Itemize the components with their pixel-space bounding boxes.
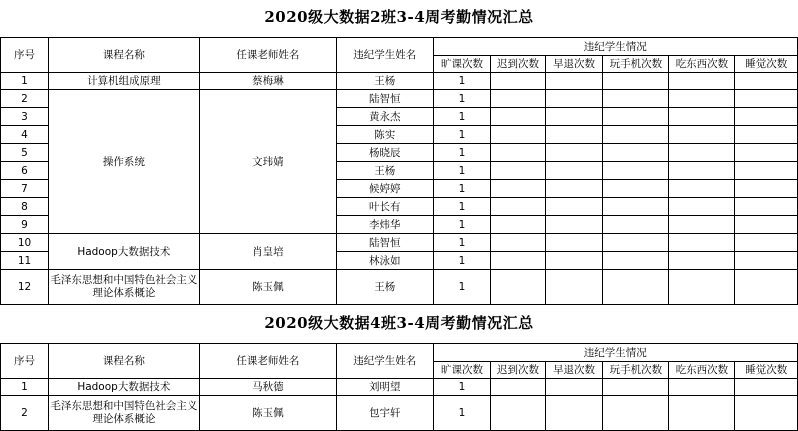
empty-count-cell bbox=[545, 90, 603, 108]
empty-count-cell bbox=[735, 73, 798, 90]
absent-cell: 1 bbox=[433, 270, 491, 305]
absent-cell: 1 bbox=[433, 108, 491, 126]
seq-cell: 12 bbox=[1, 270, 49, 305]
empty-count-cell bbox=[603, 252, 669, 270]
header-teacher: 任课老师姓名 bbox=[199, 344, 336, 379]
empty-count-cell bbox=[491, 73, 545, 90]
seq-cell: 1 bbox=[1, 379, 49, 396]
absent-cell: 1 bbox=[433, 90, 491, 108]
table-row bbox=[1, 73, 798, 90]
student-cell: 陆智恒 bbox=[337, 90, 434, 108]
student-cell: 陆智恒 bbox=[337, 234, 434, 252]
absent-cell: 1 bbox=[433, 379, 491, 396]
header-course: 课程名称 bbox=[49, 344, 200, 379]
class2-attendance-table bbox=[0, 37, 798, 305]
empty-count-cell bbox=[491, 234, 545, 252]
course-cell: 毛泽东思想和中国特色社会主义理论体系概论 bbox=[49, 270, 200, 305]
teacher-cell: 陈玉佩 bbox=[199, 396, 336, 431]
student-cell: 林泳如 bbox=[337, 252, 434, 270]
seq-cell: 2 bbox=[1, 396, 49, 431]
student-cell: 叶长有 bbox=[337, 198, 434, 216]
empty-count-cell bbox=[603, 162, 669, 180]
empty-count-cell bbox=[545, 126, 603, 144]
header-seq: 序号 bbox=[1, 38, 49, 73]
student-cell: 王杨 bbox=[337, 270, 434, 305]
seq-cell: 7 bbox=[1, 180, 49, 198]
empty-count-cell bbox=[669, 180, 735, 198]
seq-cell: 9 bbox=[1, 216, 49, 234]
empty-count-cell bbox=[545, 234, 603, 252]
empty-count-cell bbox=[735, 162, 798, 180]
empty-count-cell bbox=[735, 180, 798, 198]
student-cell: 候婷婷 bbox=[337, 180, 434, 198]
seq-cell: 10 bbox=[1, 234, 49, 252]
course-cell: 计算机组成原理 bbox=[49, 73, 200, 90]
teacher-cell: 肖皇培 bbox=[199, 234, 336, 270]
header-student: 违纪学生姓名 bbox=[337, 344, 434, 379]
header-eating-count: 吃东西次数 bbox=[669, 362, 735, 379]
table-header-row bbox=[1, 344, 798, 362]
seq-cell: 4 bbox=[1, 126, 49, 144]
empty-count-cell bbox=[603, 379, 669, 396]
class4-title: 2020级大数据4班3-4周考勤情况汇总 bbox=[264, 314, 534, 332]
header-phone-count: 玩手机次数 bbox=[603, 362, 669, 379]
table-row bbox=[1, 379, 798, 396]
table-row bbox=[1, 90, 798, 108]
empty-count-cell bbox=[545, 180, 603, 198]
course-cell: Hadoop大数据技术 bbox=[49, 379, 200, 396]
empty-count-cell bbox=[545, 198, 603, 216]
empty-count-cell bbox=[735, 396, 798, 431]
header-sleeping-count: 睡觉次数 bbox=[735, 362, 798, 379]
empty-count-cell bbox=[545, 73, 603, 90]
empty-count-cell bbox=[545, 108, 603, 126]
class4-attendance-table bbox=[0, 343, 798, 431]
empty-count-cell bbox=[545, 162, 603, 180]
header-early-leave-count: 早退次数 bbox=[545, 56, 603, 73]
empty-count-cell bbox=[669, 73, 735, 90]
table-row bbox=[1, 396, 798, 431]
header-violation-group: 违纪学生情况 bbox=[433, 344, 797, 362]
empty-count-cell bbox=[491, 162, 545, 180]
header-late-count: 迟到次数 bbox=[491, 56, 545, 73]
seq-cell: 1 bbox=[1, 73, 49, 90]
empty-count-cell bbox=[669, 108, 735, 126]
course-cell: 操作系统 bbox=[49, 90, 200, 234]
seq-cell: 6 bbox=[1, 162, 49, 180]
seq-cell: 8 bbox=[1, 198, 49, 216]
empty-count-cell bbox=[669, 396, 735, 431]
empty-count-cell bbox=[735, 90, 798, 108]
header-absent-count: 旷课次数 bbox=[433, 56, 491, 73]
seq-cell: 2 bbox=[1, 90, 49, 108]
empty-count-cell bbox=[491, 90, 545, 108]
table-row bbox=[1, 270, 798, 305]
empty-count-cell bbox=[491, 144, 545, 162]
empty-count-cell bbox=[603, 270, 669, 305]
header-student: 违纪学生姓名 bbox=[337, 38, 434, 73]
empty-count-cell bbox=[603, 73, 669, 90]
absent-cell: 1 bbox=[433, 73, 491, 90]
empty-count-cell bbox=[603, 396, 669, 431]
empty-count-cell bbox=[669, 216, 735, 234]
header-teacher: 任课老师姓名 bbox=[199, 38, 336, 73]
empty-count-cell bbox=[603, 234, 669, 252]
header-early-leave-count: 早退次数 bbox=[545, 362, 603, 379]
empty-count-cell bbox=[545, 270, 603, 305]
empty-count-cell bbox=[735, 252, 798, 270]
header-violation-group: 违纪学生情况 bbox=[433, 38, 797, 56]
empty-count-cell bbox=[603, 180, 669, 198]
empty-count-cell bbox=[545, 216, 603, 234]
empty-count-cell bbox=[603, 198, 669, 216]
teacher-cell: 蔡梅琳 bbox=[199, 73, 336, 90]
empty-count-cell bbox=[669, 126, 735, 144]
empty-count-cell bbox=[491, 379, 545, 396]
absent-cell: 1 bbox=[433, 396, 491, 431]
absent-cell: 1 bbox=[433, 180, 491, 198]
absent-cell: 1 bbox=[433, 198, 491, 216]
empty-count-cell bbox=[545, 252, 603, 270]
empty-count-cell bbox=[735, 234, 798, 252]
header-seq: 序号 bbox=[1, 344, 49, 379]
absent-cell: 1 bbox=[433, 144, 491, 162]
empty-count-cell bbox=[491, 108, 545, 126]
empty-count-cell bbox=[603, 216, 669, 234]
student-cell: 李炜华 bbox=[337, 216, 434, 234]
table-header-row bbox=[1, 38, 798, 56]
student-cell: 杨晓辰 bbox=[337, 144, 434, 162]
empty-count-cell bbox=[545, 144, 603, 162]
empty-count-cell bbox=[491, 252, 545, 270]
empty-count-cell bbox=[491, 270, 545, 305]
empty-count-cell bbox=[669, 252, 735, 270]
empty-count-cell bbox=[669, 198, 735, 216]
empty-count-cell bbox=[669, 162, 735, 180]
absent-cell: 1 bbox=[433, 252, 491, 270]
empty-count-cell bbox=[735, 198, 798, 216]
empty-count-cell bbox=[491, 396, 545, 431]
empty-count-cell bbox=[491, 198, 545, 216]
teacher-cell: 文玮婧 bbox=[199, 90, 336, 234]
empty-count-cell bbox=[735, 270, 798, 305]
empty-count-cell bbox=[603, 126, 669, 144]
empty-count-cell bbox=[669, 144, 735, 162]
empty-count-cell bbox=[491, 180, 545, 198]
empty-count-cell bbox=[669, 379, 735, 396]
student-cell: 王杨 bbox=[337, 73, 434, 90]
student-cell: 包宇轩 bbox=[337, 396, 434, 431]
header-eating-count: 吃东西次数 bbox=[669, 56, 735, 73]
header-sleeping-count: 睡觉次数 bbox=[735, 56, 798, 73]
absent-cell: 1 bbox=[433, 162, 491, 180]
seq-cell: 5 bbox=[1, 144, 49, 162]
empty-count-cell bbox=[545, 396, 603, 431]
empty-count-cell bbox=[603, 108, 669, 126]
empty-count-cell bbox=[669, 270, 735, 305]
empty-count-cell bbox=[669, 90, 735, 108]
student-cell: 陈实 bbox=[337, 126, 434, 144]
empty-count-cell bbox=[491, 216, 545, 234]
header-phone-count: 玩手机次数 bbox=[603, 56, 669, 73]
header-absent-count: 旷课次数 bbox=[433, 362, 491, 379]
empty-count-cell bbox=[669, 234, 735, 252]
seq-cell: 11 bbox=[1, 252, 49, 270]
empty-count-cell bbox=[735, 108, 798, 126]
student-cell: 刘明望 bbox=[337, 379, 434, 396]
empty-count-cell bbox=[603, 90, 669, 108]
header-course: 课程名称 bbox=[49, 38, 200, 73]
empty-count-cell bbox=[735, 126, 798, 144]
empty-count-cell bbox=[735, 379, 798, 396]
seq-cell: 3 bbox=[1, 108, 49, 126]
empty-count-cell bbox=[545, 379, 603, 396]
table-row bbox=[1, 234, 798, 252]
course-cell: Hadoop大数据技术 bbox=[49, 234, 200, 270]
class2-title: 2020级大数据2班3-4周考勤情况汇总 bbox=[264, 8, 534, 26]
teacher-cell: 陈玉佩 bbox=[199, 270, 336, 305]
empty-count-cell bbox=[735, 216, 798, 234]
teacher-cell: 马秋德 bbox=[199, 379, 336, 396]
empty-count-cell bbox=[735, 144, 798, 162]
student-cell: 黄永杰 bbox=[337, 108, 434, 126]
empty-count-cell bbox=[491, 126, 545, 144]
empty-count-cell bbox=[603, 144, 669, 162]
course-cell: 毛泽东思想和中国特色社会主义理论体系概论 bbox=[49, 396, 200, 431]
absent-cell: 1 bbox=[433, 216, 491, 234]
header-late-count: 迟到次数 bbox=[491, 362, 545, 379]
absent-cell: 1 bbox=[433, 234, 491, 252]
student-cell: 王杨 bbox=[337, 162, 434, 180]
absent-cell: 1 bbox=[433, 126, 491, 144]
